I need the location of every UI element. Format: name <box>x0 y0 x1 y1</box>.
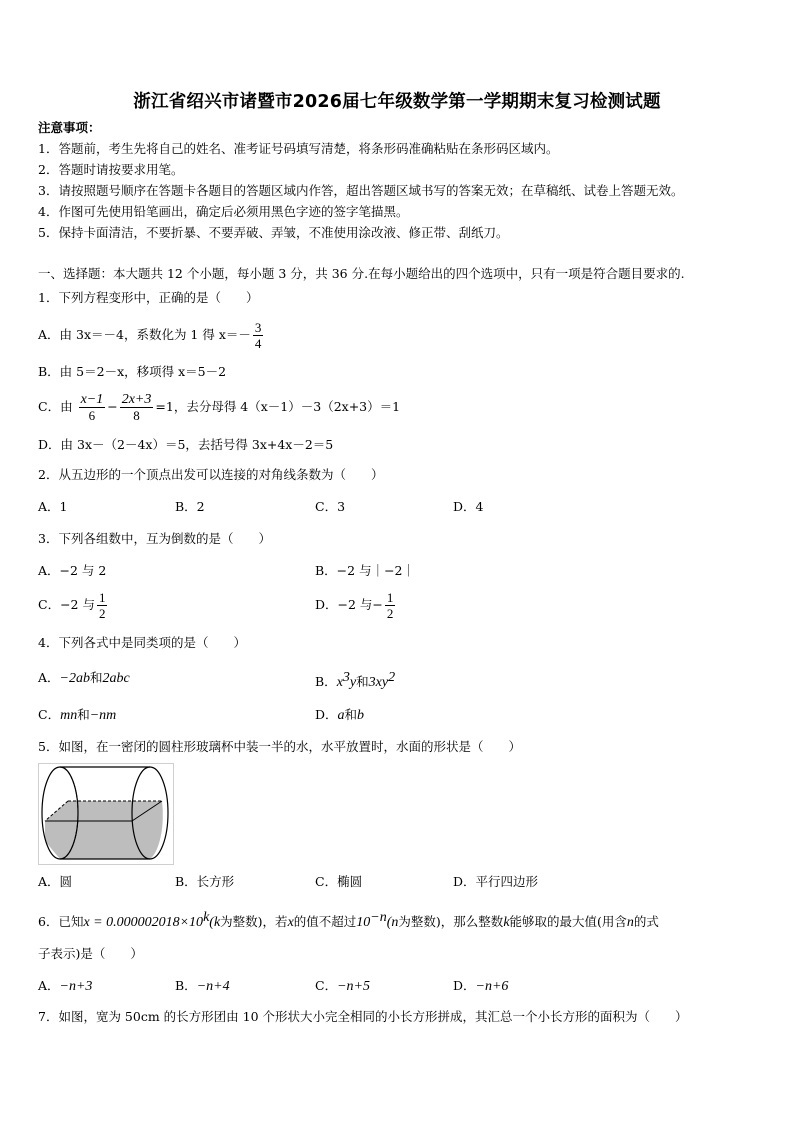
q3-option-c: C．−2 与 $\frac{1}{2}$ <box>38 590 106 621</box>
q5-stem: 5．如图，在一密闭的圆柱形玻璃杯中装一半的水，水平放置时，水面的形状是（ ） <box>38 739 521 754</box>
notice-item-2: 2．答题时请按要求用笔。 <box>38 162 184 177</box>
q4-option-a: A．−2ab和2abc <box>38 670 130 686</box>
q1-c-minus: − <box>107 399 118 414</box>
q1-c-fraction-1: $\frac{x-1}{6}$ <box>80 392 104 423</box>
q2-option-c: C．3 <box>315 499 346 514</box>
q6-option-c: C．−n+5 <box>315 978 370 994</box>
q6-line-1: 6．已知$x = 0.000002018\times 10^k(k$为整数)，若x的值不超过$10^{-n}(n$为整数)，那么整数k能够取的最大值(用含n的式 <box>38 910 659 931</box>
q1-option-b: B．由 5＝2－x，移项得 x＝5－2 <box>38 364 227 379</box>
q2-option-a: A．1 <box>38 499 68 514</box>
cylinder-diagram <box>38 763 174 865</box>
q3-option-d: D．−2 与− $\frac{1}{2}$ <box>315 590 394 621</box>
q1-option-a <box>38 320 265 351</box>
q1-stem: 1．下列方程变形中，正确的是（ ） <box>38 290 259 305</box>
q6-option-d: D．−n+6 <box>453 978 509 994</box>
q3-option-a: A．−2 与 2 <box>38 563 107 578</box>
q4-option-d: D．a和b <box>315 707 365 723</box>
q1-option-c <box>38 392 400 423</box>
q5-option-b: B．长方形 <box>175 874 235 889</box>
q1-a-text: A．由 3x＝－4，系数化为 1 得 x＝－ <box>38 327 251 342</box>
q1-option-d: D．由 3x－（2－4x）＝5，去括号得 3x+4x－2＝5 <box>38 437 334 452</box>
page-title: 浙江省绍兴市诸暨市2026届七年级数学第一学期期末复习检测试题 <box>133 92 661 112</box>
q3-c-fraction: $\frac{1}{2}$ <box>98 590 106 621</box>
notice-item-4: 4．作图可先使用铅笔画出，确定后必须用黑色字迹的签字笔描黑。 <box>38 204 409 219</box>
q5-option-a: A．圆 <box>38 874 73 889</box>
q2-option-d: D．4 <box>453 499 484 514</box>
q6-line-2: 子表示)是（ ） <box>38 946 143 961</box>
q2-option-b: B．2 <box>175 499 205 514</box>
q4-option-b: B．$x^3y$和$3xy^2$ <box>315 670 396 691</box>
q6-option-a: A．−n+3 <box>38 978 93 994</box>
q3-d-fraction: $\frac{1}{2}$ <box>386 590 394 621</box>
q2-stem: 2．从五边形的一个顶点出发可以连接的对角线条数为（ ） <box>38 467 384 482</box>
notice-item-1: 1．答题前，考生先将自己的姓名、准考证号码填写清楚，将条形码准确粘贴在条形码区域内。 <box>38 141 559 156</box>
q7-stem: 7．如图，宽为 50cm 的长方形团由 10 个形状大小完全相同的小长方形拼成，其汇总一个小长方形的面积为（ ） <box>38 1009 688 1024</box>
notice-item-3: 3．请按照题号顺序在答题卡各题目的答题区域内作答，超出答题区域书写的答案无效；在草稿纸、试卷上答题无效。 <box>38 183 684 198</box>
q1-a-fraction: $\frac{3}{4}$ <box>254 320 262 351</box>
section-heading: 一、选择题：本大题共 12 个小题，每小题 3 分，共 36 分.在每小题给出的四个选项中，只有一项是符合题目要求的. <box>38 266 685 281</box>
q4-option-c: C．mn和−nm <box>38 707 117 723</box>
q3-option-b: B．−2 与｜−2｜ <box>315 563 416 578</box>
q6-option-b: B．−n+4 <box>175 978 230 994</box>
q5-option-c: C．椭圆 <box>315 874 363 889</box>
q3-stem: 3．下列各组数中，互为倒数的是（ ） <box>38 531 271 546</box>
q1-c-fraction-2: $\frac{2x+3}{8}$ <box>121 392 152 423</box>
notice-heading: 注意事项： <box>38 120 101 135</box>
q1-c-pre: C．由 <box>38 399 73 414</box>
q1-c-post: =1，去分母得 4（x－1）－3（2x+3）＝1 <box>155 399 401 414</box>
q5-option-d: D．平行四边形 <box>453 874 539 889</box>
notice-item-5: 5．保持卡面清洁，不要折暴、不要弄破、弄皱，不准使用涂改液、修正带、刮纸刀。 <box>38 225 509 240</box>
cylinder-figure <box>38 763 174 865</box>
q4-stem: 4．下列各式中是同类项的是（ ） <box>38 635 246 650</box>
